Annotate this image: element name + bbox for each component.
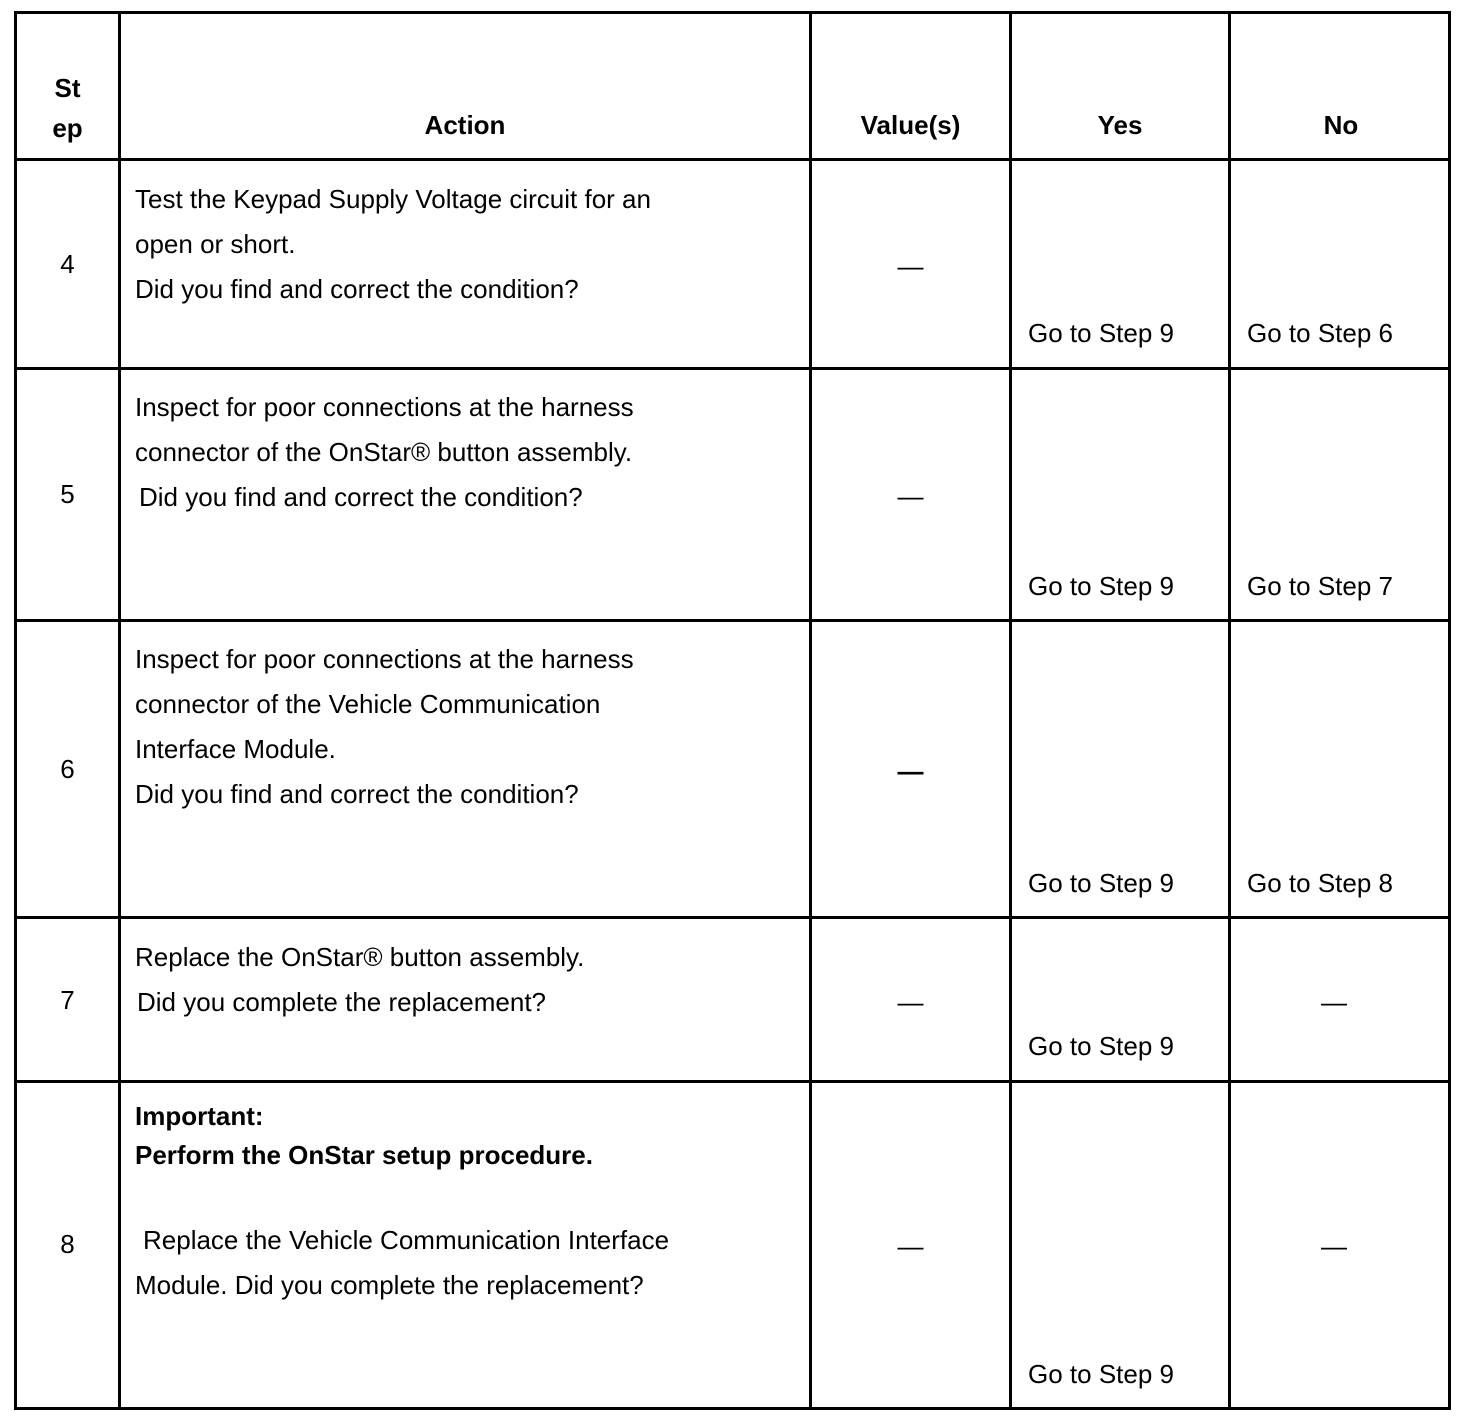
value-cell: —	[897, 987, 924, 1017]
important-label: Important:	[135, 1101, 264, 1131]
row-divider	[17, 1080, 1448, 1083]
no-cell: Go to Step 7	[1247, 571, 1393, 601]
action-line: Inspect for poor connections at the harness	[135, 644, 634, 674]
column-divider	[1009, 14, 1012, 1407]
yes-cell: Go to Step 9	[1028, 1031, 1174, 1061]
action-line: Did you find and correct the condition?	[135, 274, 579, 304]
step-number: 6	[60, 754, 75, 784]
action-line: Did you complete the replacement?	[137, 987, 547, 1017]
row-divider	[17, 367, 1448, 370]
row-divider	[17, 158, 1448, 161]
step-number: 8	[60, 1229, 75, 1259]
action-line: Test the Keypad Supply Voltage circuit for an	[135, 184, 651, 214]
action-line: Inspect for poor connections at the harness	[135, 392, 634, 422]
action-line: connector of the Vehicle Communication	[135, 689, 601, 719]
action-line: Module. Did you complete the replacement?	[135, 1270, 644, 1300]
action-line: Replace the Vehicle Communication Interface	[143, 1225, 670, 1255]
action-text	[135, 935, 584, 1025]
header-no: No	[1323, 110, 1359, 140]
action-line: Did you find and correct the condition?	[139, 482, 583, 512]
header-step-line1: St	[54, 73, 81, 103]
header-values: Value(s)	[860, 110, 961, 140]
value-cell: —	[897, 1231, 924, 1261]
no-cell: Go to Step 6	[1247, 318, 1393, 348]
action-text	[135, 177, 651, 312]
column-divider	[809, 14, 812, 1407]
yes-cell: Go to Step 9	[1028, 868, 1174, 898]
step-number: 5	[60, 479, 75, 509]
row-divider	[17, 916, 1448, 919]
action-text	[135, 385, 634, 520]
action-line: connector of the OnStar® button assembly.	[135, 437, 633, 467]
no-cell: —	[1321, 1231, 1347, 1261]
action-text	[135, 1218, 669, 1308]
yes-cell: Go to Step 9	[1028, 318, 1174, 348]
column-divider	[1228, 14, 1231, 1407]
action-line: Replace the OnStar® button assembly.	[135, 942, 585, 972]
important-text: Perform the OnStar setup procedure.	[135, 1140, 593, 1170]
action-line: Interface Module.	[135, 734, 336, 764]
action-text	[135, 637, 634, 817]
header-step-line2: ep	[52, 113, 83, 143]
value-cell: —	[897, 756, 924, 786]
row-divider	[17, 619, 1448, 622]
important-block	[135, 1097, 593, 1175]
yes-cell: Go to Step 9	[1028, 1359, 1174, 1389]
action-line: Did you find and correct the condition?	[135, 779, 579, 809]
value-cell: —	[897, 251, 924, 281]
header-step	[17, 68, 118, 148]
action-line: open or short.	[135, 229, 296, 259]
value-cell: —	[897, 481, 924, 511]
column-divider	[118, 14, 121, 1407]
diagnostic-table	[14, 11, 1451, 1410]
header-action: Action	[424, 110, 506, 140]
header-yes: Yes	[1097, 110, 1143, 140]
no-cell: —	[1321, 987, 1347, 1017]
no-cell: Go to Step 8	[1247, 868, 1393, 898]
yes-cell: Go to Step 9	[1028, 571, 1174, 601]
step-number: 7	[60, 985, 75, 1015]
step-number: 4	[60, 249, 75, 279]
